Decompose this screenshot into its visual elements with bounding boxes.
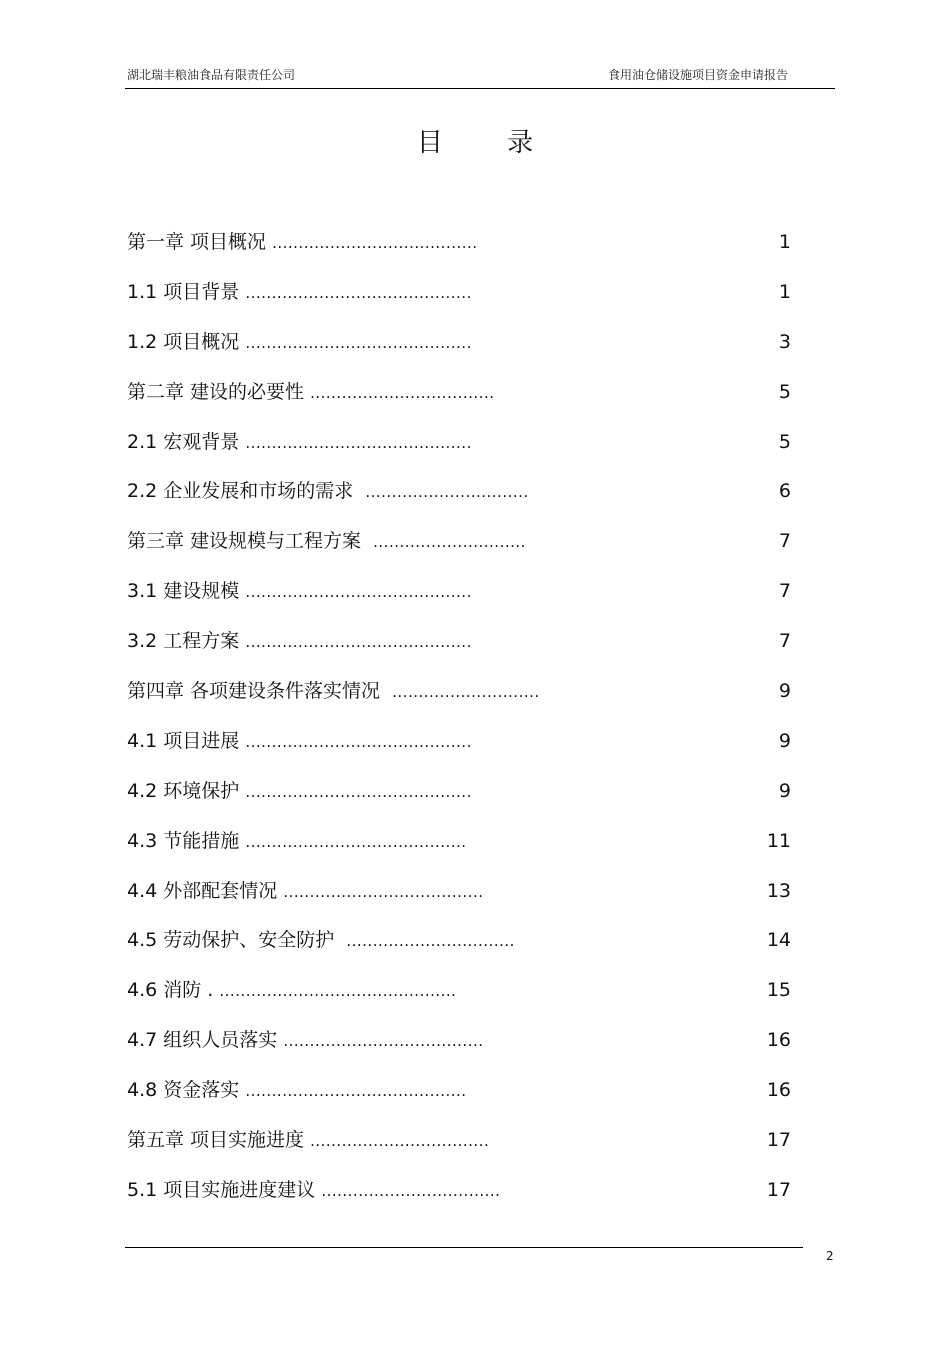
leader-dots: .................................. (321, 1181, 501, 1200)
leader-dots: ....................................... (272, 234, 478, 252)
leader-dots: ............................ (392, 683, 540, 702)
leader-dots: ........................................... (245, 583, 472, 602)
toc-page: 9 (778, 779, 791, 802)
leader-dots: ........................................... (245, 633, 472, 652)
toc-page: 7 (778, 580, 791, 603)
toc-label: 第三章 建设规模与工程方案 (127, 530, 362, 553)
toc-page: 13 (766, 879, 791, 902)
leader-dots: ........................................... (245, 333, 472, 352)
toc-item[interactable] (127, 1077, 791, 1127)
toc-item[interactable] (127, 229, 791, 279)
toc-label: 第五章 项目实施进度 (127, 1129, 305, 1152)
leader-dots: ........................................... (245, 433, 472, 452)
toc-page: 6 (778, 480, 791, 503)
leader-dots: ........................................... (245, 283, 472, 302)
toc-item[interactable] (127, 1177, 791, 1227)
toc-item[interactable] (127, 379, 791, 429)
leader-dots: ...................................... (283, 882, 484, 901)
toc-item[interactable] (127, 828, 791, 878)
table-of-contents (127, 229, 791, 1227)
page-number: 2 (826, 1249, 834, 1263)
toc-item[interactable] (127, 778, 791, 828)
leader-dots: ............................... (365, 483, 529, 502)
toc-label: 第一章 项目概况 (127, 231, 267, 253)
toc-item[interactable] (127, 279, 791, 329)
toc-label: 1.1 项目背景 (127, 280, 240, 303)
toc-page: 9 (778, 729, 791, 752)
toc-item[interactable] (127, 628, 791, 678)
toc-label: 4.2 环境保护 (127, 779, 240, 802)
toc-label: 4.5 劳动保护、安全防护 (127, 929, 335, 952)
header-report-title: 食用油仓储设施项目资金申请报告 (607, 68, 788, 82)
toc-page: 1 (778, 280, 791, 303)
toc-page: 17 (766, 1129, 791, 1152)
toc-item[interactable] (127, 728, 791, 778)
leader-dots: ............................. (373, 533, 526, 552)
toc-label: 4.3 节能措施 (127, 829, 240, 852)
leader-dots: ............................................. (219, 982, 457, 1001)
toc-label: 第二章 建设的必要性 (127, 380, 305, 403)
leader-dots: .......................................... (245, 1082, 467, 1101)
toc-page: 5 (778, 430, 791, 453)
toc-label: 1.2 项目概况 (127, 330, 240, 353)
toc-item[interactable] (127, 528, 791, 578)
toc-label: 第四章 各项建设条件落实情况 (127, 680, 381, 703)
toc-item[interactable] (127, 678, 791, 728)
toc-page: 11 (766, 829, 791, 852)
toc-item[interactable] (127, 977, 791, 1027)
toc-item[interactable] (127, 1027, 791, 1077)
toc-item[interactable] (127, 1127, 791, 1177)
leader-dots: ...................................... (283, 1032, 484, 1051)
toc-item[interactable] (127, 478, 791, 528)
header-company: 湖北瑞丰粮油食品有限责任公司 (127, 68, 296, 82)
toc-item[interactable] (127, 927, 791, 977)
toc-label: 5.1 项目实施进度建议 (127, 1178, 316, 1201)
leader-dots: ................................ (346, 932, 515, 951)
page-title: 目 录 (416, 128, 562, 158)
toc-label: 3.2 工程方案 (127, 630, 240, 653)
toc-page: 9 (778, 680, 791, 703)
toc-label: 4.8 资金落实 (127, 1079, 240, 1102)
leader-dots: ........................................... (245, 732, 472, 751)
toc-label: 4.4 外部配套情况 (127, 879, 278, 902)
toc-page: 15 (766, 979, 791, 1002)
toc-label: 2.1 宏观背景 (127, 430, 240, 453)
toc-label: 4.6 消防 . (127, 979, 214, 1002)
toc-label: 4.1 项目进展 (127, 729, 240, 752)
toc-page: 3 (778, 330, 791, 353)
toc-item[interactable] (127, 329, 791, 379)
leader-dots: .......................................... (245, 832, 467, 851)
toc-page: 1 (778, 231, 791, 253)
toc-label: 2.2 企业发展和市场的需求 (127, 480, 354, 503)
header-rule (125, 88, 835, 89)
toc-label: 4.7 组织人员落实 (127, 1029, 278, 1052)
leader-dots: .................................. (310, 1132, 490, 1151)
toc-page: 16 (766, 1079, 791, 1102)
toc-item[interactable] (127, 578, 791, 628)
toc-page: 7 (778, 530, 791, 553)
leader-dots: ........................................... (245, 782, 472, 801)
footer-rule (125, 1247, 803, 1248)
leader-dots: ................................... (310, 383, 495, 402)
toc-item[interactable] (127, 429, 791, 479)
toc-page: 5 (778, 380, 791, 403)
toc-page: 14 (766, 929, 791, 952)
toc-page: 17 (766, 1178, 791, 1201)
toc-page: 16 (766, 1029, 791, 1052)
toc-item[interactable] (127, 878, 791, 928)
toc-label: 3.1 建设规模 (127, 580, 240, 603)
toc-page: 7 (778, 630, 791, 653)
